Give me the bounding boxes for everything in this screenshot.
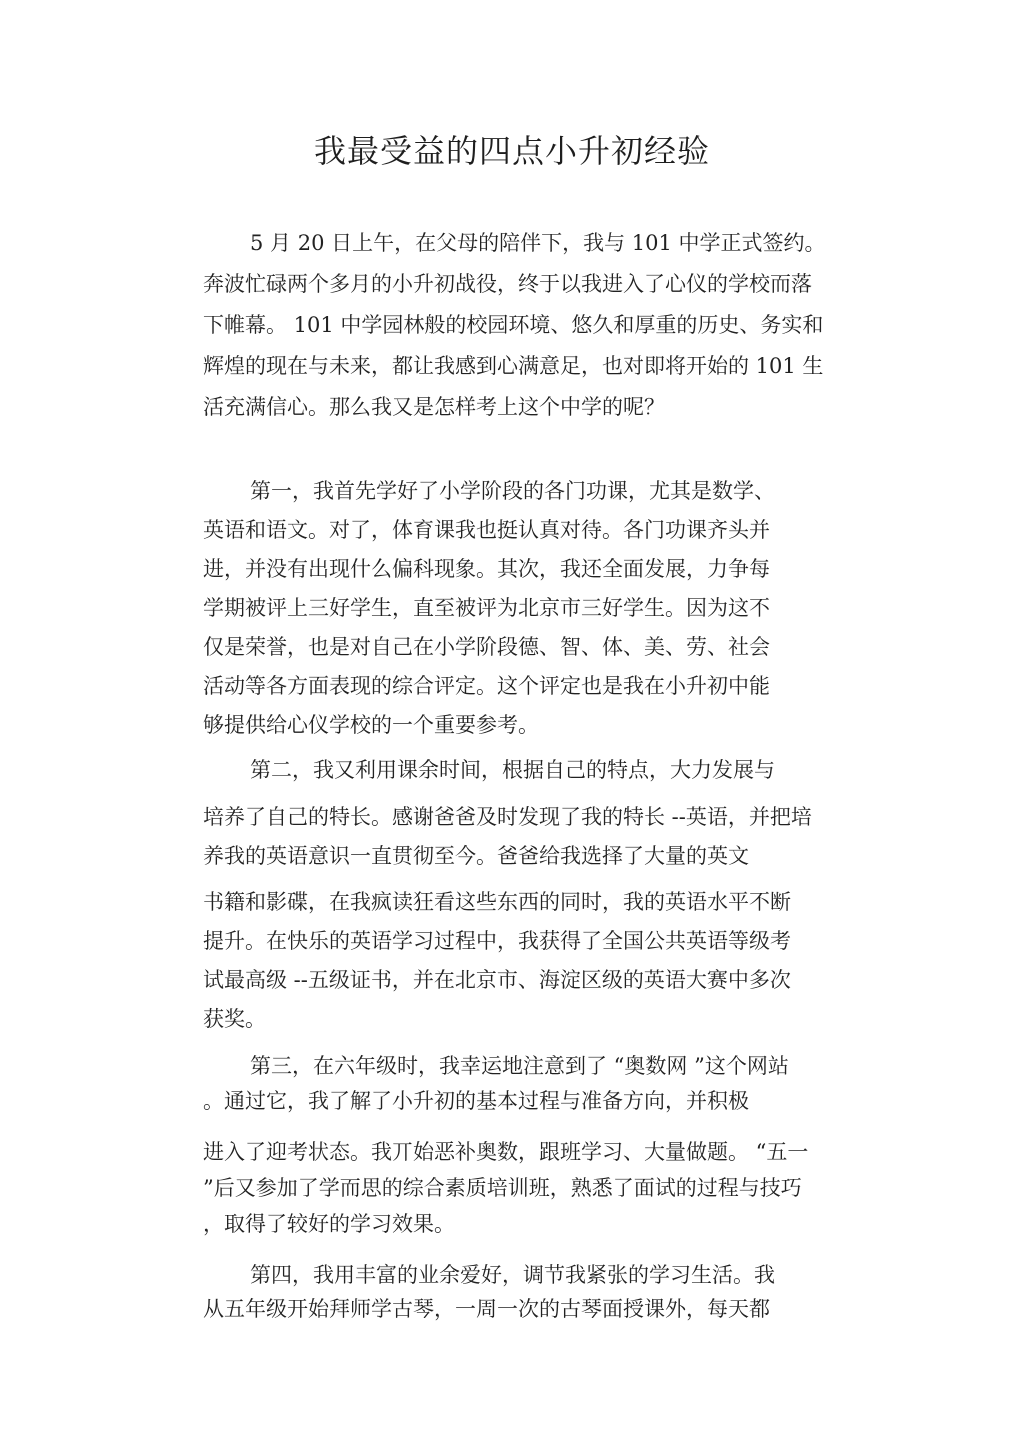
text-line: 辉煌的现在与未来，都让我感到心满意足，也对即将开始的 101 生 [203, 354, 824, 378]
text-line: 书籍和影碟，在我疯读狂看这些东西的同时，我的英语水平不断 [203, 890, 791, 914]
text-line: ”后又参加了学而思的综合素质培训班，熟悉了面试的过程与技巧 [203, 1176, 802, 1200]
text-line: 下帷幕。 101 中学园林般的校园环境、悠久和厚重的历史、务实和 [203, 313, 824, 337]
text-line: 学期被评上三好学生，直至被评为北京市三好学生。因为这不 [203, 596, 770, 620]
text-line: 第一，我首先学好了小学阶段的各门功课，尤其是数学、 [250, 479, 775, 503]
text-line: ，取得了较好的学习效果。 [203, 1212, 455, 1236]
text-line: 进，并没有出现什么偏科现象。其次，我还全面发展，力争每 [203, 557, 770, 581]
text-line: 够提供给心仪学校的一个重要参考。 [203, 713, 539, 737]
text-line: 5 月 20 日上午，在父母的陪伴下，我与 101 中学正式签约。 [250, 231, 826, 255]
text-line: 活动等各方面表现的综合评定。这个评定也是我在小升初中能 [203, 674, 770, 698]
text-line: 培养了自己的特长。感谢爸爸及时发现了我的特长 --英语，并把培 [203, 805, 812, 829]
document-title: 我最受益的四点小升初经验 [313, 132, 710, 170]
text-line: 进入了迎考状态。我丌始恶补奥数，跟班学习、大量做题。 “五一 [203, 1140, 809, 1164]
text-line: 养我的英语意识一直贯彻至今。爸爸给我选择了大量的英文 [203, 844, 749, 868]
text-line: 提升。在快乐的英语学习过程中，我获得了全国公共英语等级考 [203, 929, 791, 953]
text-line: 。通过它，我了解了小升初的基本过程与准备方向，并积极 [203, 1089, 749, 1113]
text-line: 第四，我用丰富的业余爱好，调节我紧张的学习生活。我 [250, 1263, 775, 1287]
text-line: 第二，我又利用课余时间，根据自己的特点，大力发展与 [250, 758, 775, 782]
text-line: 第三，在六年级时，我幸运地注意到了 “奥数网 ”这个网站 [250, 1054, 789, 1078]
text-line: 获奖。 [203, 1007, 266, 1031]
text-line: 从五年级开始拜师学古琴，一周一次的古琴面授课外，每天都 [203, 1297, 770, 1321]
text-line: 奔波忙碌两个多月的小升初战役，终于以我进入了心仪的学校而落 [203, 272, 812, 296]
text-line: 仅是荣誉，也是对自己在小学阶段德、智、体、美、劳、社会 [203, 635, 770, 659]
text-line: 试最高级 --五级证书，并在北京市、海淀区级的英语大赛中多次 [203, 968, 791, 992]
text-line: 英语和语文。对了，体育课我也挺认真对待。各门功课齐头并 [203, 518, 770, 542]
text-line: 活充满信心。那么我又是怎样考上这个中学的呢？ [203, 395, 665, 419]
